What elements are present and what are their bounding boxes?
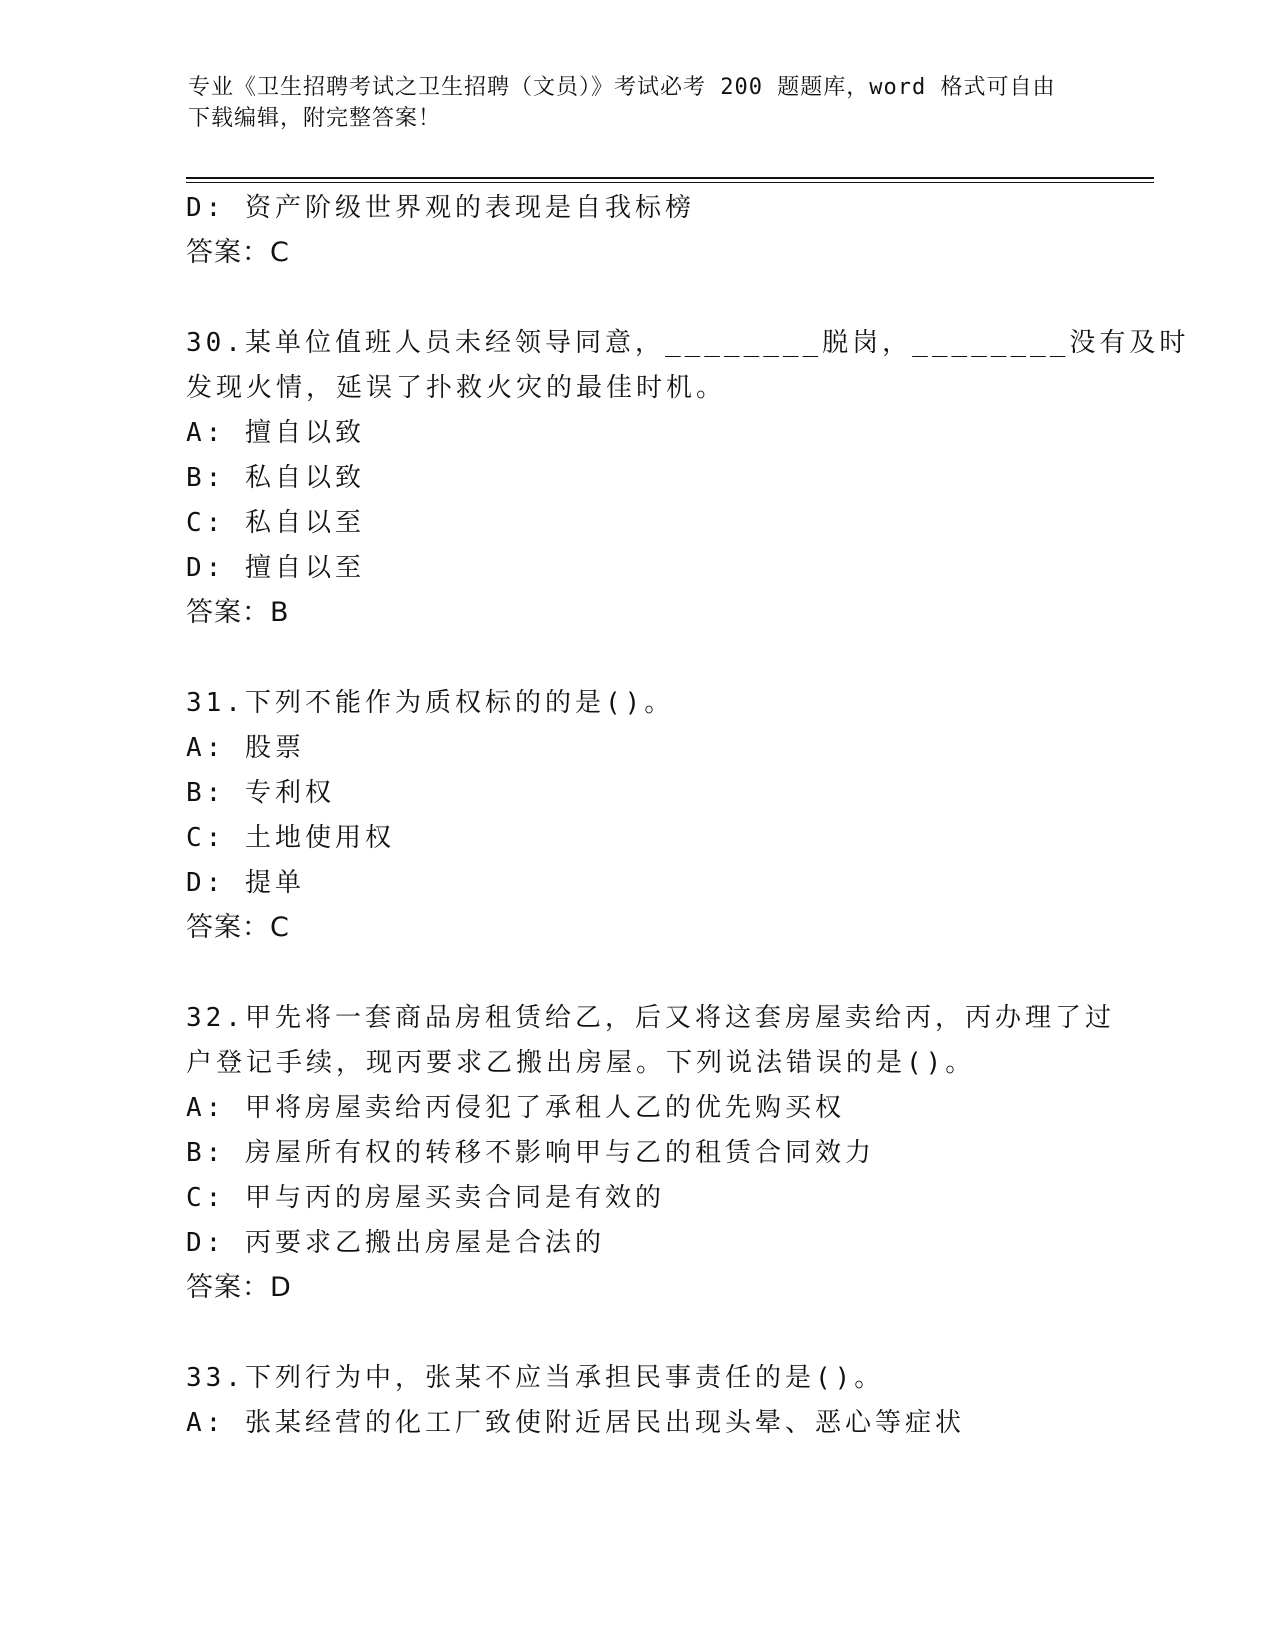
option-line: A: 张某经营的化工厂致使附近居民出现头晕、恶心等症状 [186,1408,965,1438]
header-rule-thick [186,177,1154,179]
option-line: D: 资产阶级世界观的表现是自我标榜 [186,193,695,223]
answer-line: 答案：D [186,1272,292,1303]
option-line: B: 私自以致 [186,463,365,493]
header-rule-thin [186,182,1154,183]
document-header: 专业《卫生招聘考试之卫生招聘（文员）》考试必考 200 题题库，word 格式可自由下载编辑，附完整答案！ [188,75,1056,131]
option-line: C: 甲与丙的房屋买卖合同是有效的 [186,1183,665,1213]
question-line: 33.下列行为中，张某不应当承担民事责任的是()。 [186,1363,885,1393]
option-line: D: 擅自以至 [186,553,365,583]
question-line: 发现火情，延误了扑救火灾的最佳时机。 [186,373,727,403]
question-line: 31.下列不能作为质权标的的是()。 [186,688,675,718]
answer-line: 答案：B [186,597,290,628]
option-line: A: 甲将房屋卖给丙侵犯了承租人乙的优先购买权 [186,1093,845,1123]
answer-line: 答案：C [186,912,290,943]
option-line: A: 股票 [186,733,305,763]
option-line: B: 房屋所有权的转移不影响甲与乙的租赁合同效力 [186,1138,875,1168]
option-line: D: 丙要求乙搬出房屋是合法的 [186,1228,605,1258]
option-line: A: 擅自以致 [186,418,365,448]
option-line: C: 私自以至 [186,508,365,538]
option-line: D: 提单 [186,868,305,898]
question-line: 32.甲先将一套商品房租赁给乙，后又将这套房屋卖给丙，丙办理了过 [186,1003,1115,1033]
answer-line: 答案：C [186,237,290,268]
option-line: B: 专利权 [186,778,335,808]
option-line: C: 土地使用权 [186,823,395,853]
question-line: 户登记手续，现丙要求乙搬出房屋。下列说法错误的是()。 [186,1048,976,1078]
question-line: 30.某单位值班人员未经领导同意，________脱岗，________没有及时 [186,328,1190,358]
